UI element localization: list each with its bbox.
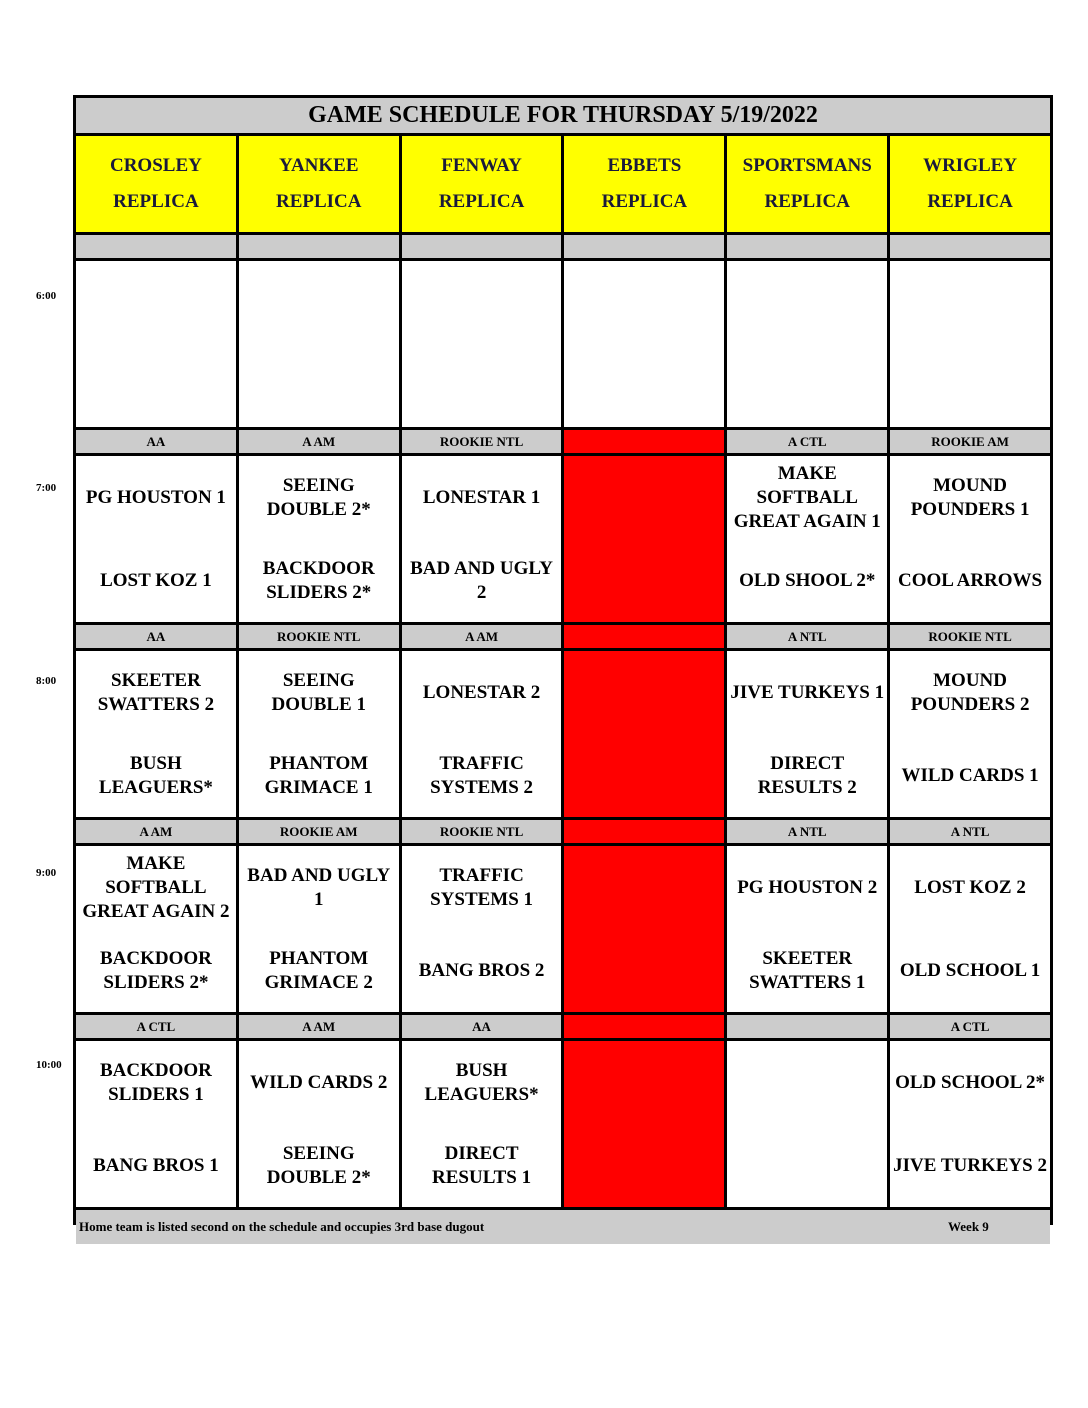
field-type: REPLICA: [601, 191, 688, 212]
away-team: SKEETER SWATTERS 2: [97, 669, 215, 715]
division-label: A AM: [239, 1015, 399, 1038]
away-team: LONESTAR 1: [422, 486, 541, 508]
division-label: ROOKIE AM: [890, 430, 1050, 453]
division-label: AA: [76, 625, 236, 648]
away-team: JIVE TURKEYS 1: [730, 681, 885, 703]
division-label: [727, 235, 887, 258]
away-team: BUSH LEAGUERS*: [424, 1059, 539, 1105]
home-team: BACKDOOR SLIDERS 2*: [99, 947, 212, 993]
game-cell: [727, 846, 887, 1012]
division-label: [727, 1015, 887, 1038]
game-cell: [402, 651, 562, 817]
game-cell: [727, 651, 887, 817]
field-header: [890, 136, 1050, 232]
division-label: A CTL: [76, 1015, 236, 1038]
game-cell: [76, 1041, 236, 1207]
division-label: [239, 235, 399, 258]
game-cell: [564, 261, 724, 427]
away-team: LONESTAR 2: [422, 681, 541, 703]
field-name: EBBETS: [607, 155, 682, 176]
home-team: DIRECT RESULTS 2: [757, 752, 857, 798]
division-label: ROOKIE NTL: [402, 820, 562, 843]
home-team: [564, 539, 724, 622]
game-cell: [76, 846, 236, 1012]
away-team: [239, 261, 399, 344]
division-label: AA: [402, 1015, 562, 1038]
home-team: DIRECT RESULTS 1: [432, 1142, 532, 1188]
game-cell: [890, 261, 1050, 427]
away-team: PG HOUSTON 1: [85, 486, 226, 508]
division-label: [890, 235, 1050, 258]
home-team: [564, 734, 724, 817]
division-label: A NTL: [727, 625, 887, 648]
away-team: [402, 261, 562, 344]
blocked-cell: [564, 846, 724, 1012]
away-team: [727, 261, 887, 344]
home-team: SEEING DOUBLE 2*: [266, 1142, 371, 1188]
division-label: [564, 1015, 724, 1038]
division-label: A NTL: [727, 820, 887, 843]
field-type: REPLICA: [438, 191, 525, 212]
away-team: BAD AND UGLY 1: [247, 864, 391, 910]
home-team: [727, 344, 887, 427]
time-label: 10:00: [36, 1059, 62, 1071]
away-team: MOUND POUNDERS 2: [910, 669, 1030, 715]
away-team: [727, 1041, 887, 1124]
home-team: BUSH LEAGUERS*: [98, 752, 213, 798]
time-label: 7:00: [36, 482, 57, 494]
division-label: A CTL: [890, 1015, 1050, 1038]
week-label: Week 9: [948, 1219, 989, 1234]
game-cell: [76, 651, 236, 817]
home-team: [727, 1124, 887, 1207]
game-cell: [76, 456, 236, 622]
home-team: LOST KOZ 1: [100, 569, 212, 591]
away-team: MAKE SOFTBALL GREAT AGAIN 2: [82, 852, 230, 922]
game-cell: [727, 261, 887, 427]
division-label: [76, 235, 236, 258]
away-team: TRAFFIC SYSTEMS 1: [430, 864, 534, 910]
division-label: ROOKIE NTL: [402, 430, 562, 453]
game-cell: [402, 456, 562, 622]
time-label: 6:00: [36, 290, 57, 302]
field-header: [76, 136, 236, 232]
away-team: SEEING DOUBLE 2*: [266, 474, 371, 520]
home-team: COOL ARROWS: [898, 569, 1043, 591]
away-team: OLD SCHOOL 2*: [895, 1071, 1046, 1093]
division-label: A NTL: [890, 820, 1050, 843]
away-team: SEEING DOUBLE 1: [271, 669, 366, 715]
away-team: LOST KOZ 2: [914, 876, 1026, 898]
division-label: [402, 235, 562, 258]
game-cell: [239, 261, 399, 427]
game-cell: [76, 261, 236, 427]
field-name: YANKEE: [278, 155, 359, 176]
field-type: REPLICA: [764, 191, 850, 212]
time-label: 9:00: [36, 867, 57, 879]
home-team: [76, 344, 236, 427]
home-team: [564, 929, 724, 1012]
footer-note: Home team is listed second on the schedule and occupies 3rd base dugout: [79, 1219, 485, 1234]
away-team: [564, 846, 724, 929]
away-team: WILD CARDS 2: [250, 1071, 388, 1093]
division-label: ROOKIE NTL: [890, 625, 1050, 648]
game-cell: [890, 651, 1050, 817]
home-team: TRAFFIC SYSTEMS 2: [430, 752, 534, 798]
away-team: [564, 651, 724, 734]
field-header: [239, 136, 399, 232]
game-cell: [890, 1041, 1050, 1207]
away-team: [564, 456, 724, 539]
home-team: SKEETER SWATTERS 1: [749, 947, 866, 993]
field-header: [727, 136, 887, 232]
home-team: BACKDOOR SLIDERS 2*: [262, 557, 375, 603]
field-type: REPLICA: [927, 191, 1013, 212]
division-label: A AM: [239, 430, 399, 453]
blocked-cell: [564, 456, 724, 622]
division-label: A AM: [76, 820, 236, 843]
time-label: 8:00: [36, 675, 57, 687]
away-team: MOUND POUNDERS 1: [910, 474, 1030, 520]
game-cell: [239, 456, 399, 622]
game-cell: [402, 261, 562, 427]
away-team: PG HOUSTON 2: [737, 876, 878, 898]
blocked-cell: [564, 1041, 724, 1207]
field-name: FENWAY: [441, 155, 522, 176]
schedule-footer: [76, 1210, 1050, 1244]
game-cell: [239, 1041, 399, 1207]
away-team: [890, 261, 1050, 344]
home-team: WILD CARDS 1: [901, 764, 1039, 786]
division-label: [564, 235, 724, 258]
schedule-title: GAME SCHEDULE FOR THURSDAY 5/19/2022: [76, 98, 1050, 133]
home-team: BANG BROS 2: [418, 959, 545, 981]
game-cell: [402, 846, 562, 1012]
field-type: REPLICA: [275, 191, 362, 212]
division-label: A AM: [402, 625, 562, 648]
field-name: SPORTSMANS: [742, 155, 872, 176]
game-cell: [402, 1041, 562, 1207]
division-label: AA: [76, 430, 236, 453]
away-team: [564, 261, 724, 344]
field-header: [402, 136, 562, 232]
time-column: [0, 0, 74, 1408]
home-team: PHANTOM GRIMACE 1: [264, 752, 373, 798]
home-team: OLD SCHOOL 1: [899, 959, 1041, 981]
home-team: BAD AND UGLY 2: [410, 557, 554, 603]
home-team: PHANTOM GRIMACE 2: [264, 947, 373, 993]
away-team: [76, 261, 236, 344]
game-cell: [727, 1041, 887, 1207]
away-team: BACKDOOR SLIDERS 1: [99, 1059, 212, 1105]
home-team: [564, 1124, 724, 1207]
division-label: A CTL: [727, 430, 887, 453]
game-cell: [890, 846, 1050, 1012]
division-label: ROOKIE AM: [239, 820, 399, 843]
home-team: [402, 344, 562, 427]
field-name: CROSLEY: [109, 155, 202, 176]
home-team: BANG BROS 1: [93, 1154, 219, 1176]
away-team: MAKE SOFTBALL GREAT AGAIN 1: [733, 462, 881, 532]
division-label: [564, 820, 724, 843]
game-cell: [890, 456, 1050, 622]
field-name: WRIGLEY: [923, 155, 1018, 176]
home-team: [890, 344, 1050, 427]
game-cell: [239, 846, 399, 1012]
home-team: JIVE TURKEYS 2: [893, 1154, 1047, 1176]
field-header: [564, 136, 724, 232]
game-cell: [727, 456, 887, 622]
home-team: [239, 344, 399, 427]
field-type: REPLICA: [113, 191, 199, 212]
schedule-table: [73, 95, 1053, 1234]
home-team: OLD SHOOL 2*: [739, 569, 876, 591]
home-team: [564, 344, 724, 427]
blocked-cell: [564, 651, 724, 817]
game-cell: [239, 651, 399, 817]
division-label: [564, 430, 724, 453]
division-label: [564, 625, 724, 648]
away-team: [564, 1041, 724, 1124]
division-label: ROOKIE NTL: [239, 625, 399, 648]
